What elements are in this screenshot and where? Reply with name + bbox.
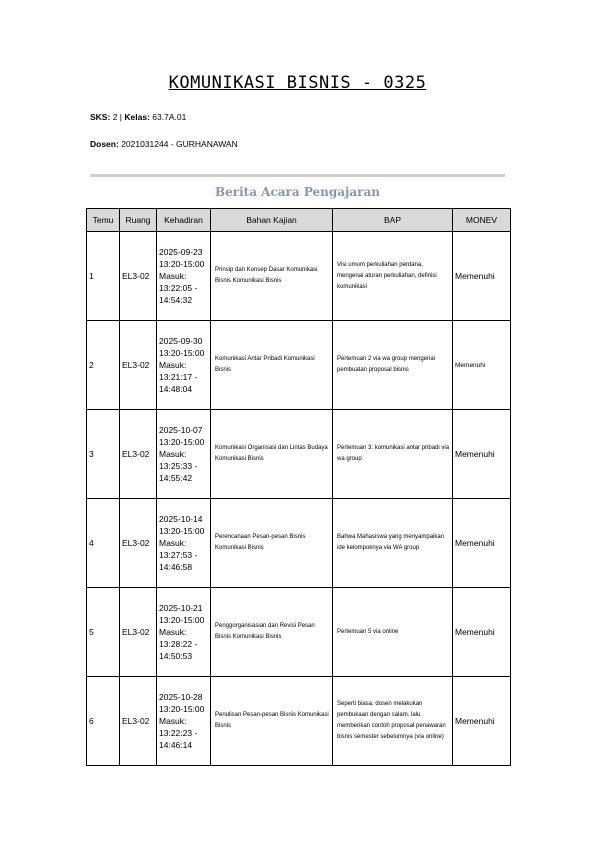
page-title: KOMUNIKASI BISNIS - 0325: [168, 73, 427, 93]
cell-ruang: EL3-02: [120, 232, 157, 321]
cell-ruang: EL3-02: [120, 321, 157, 410]
cell-monev: Memenuhi: [453, 499, 511, 588]
table-row: [87, 232, 511, 321]
header-bap: BAP: [333, 209, 453, 232]
kelas-label: Kelas:: [124, 112, 150, 122]
table-header-row: [87, 209, 511, 232]
cell-temu: 3: [87, 410, 120, 499]
cell-monev: Memenuhi: [453, 588, 511, 677]
sks-label: SKS:: [90, 112, 111, 122]
cell-kehadiran: 2025-09-30 13:20-15:00 Masuk: 13:21:17 - 14:48:04: [157, 321, 211, 410]
table-row: [87, 499, 511, 588]
section-title: Berita Acara Pengajaran: [215, 185, 380, 199]
sks-value: 2: [112, 112, 118, 122]
cell-bahan-kajian: Penggorganisasian dan Revisi Pesan Bisnis Komunikasi Bisnis: [211, 588, 333, 677]
header-kehadiran: Kehadiran: [157, 209, 211, 232]
header-temu: Temu: [87, 209, 120, 232]
cell-temu: 4: [87, 499, 120, 588]
dosen-label: Dosen:: [90, 139, 119, 149]
cell-kehadiran: 2025-10-07 13:20-15:00 Masuk: 13:25:33 - 14:55:42: [157, 410, 211, 499]
dosen-value: 2021031244 - GURHANAWAN: [121, 139, 238, 149]
cell-bahan-kajian: Prinsip dan Konsep Dasar Komunikasi Bisnis Komunikasi Bisnis: [211, 232, 333, 321]
cell-monev: Memenuhi: [453, 677, 511, 766]
table-row: [87, 588, 511, 677]
separator: |: [119, 112, 123, 122]
cell-temu: 2: [87, 321, 120, 410]
cell-bahan-kajian: Perencanaan Pesan-pesan Bisnis Komunikasi Bisnis: [211, 499, 333, 588]
cell-bahan-kajian: Penulisan Pesan-pesan Bisnis Komunikasi Bisnis: [211, 677, 333, 766]
cell-bahan-kajian: Komunikasi Organisasi dan Lintas Budaya Komunikasi Bisnis: [211, 410, 333, 499]
cell-monev: Memenuhi: [453, 232, 511, 321]
kelas-value: 63.7A.01: [152, 112, 187, 122]
cell-temu: 6: [87, 677, 120, 766]
table-row: [87, 677, 511, 766]
cell-ruang: EL3-02: [120, 499, 157, 588]
cell-bap: Seperti biasa, dosen melakukan pembukaan dengan salam. lalu memberikan contoh proposal penawaran bisnis semester sebelumnya (via online): [333, 677, 453, 766]
cell-kehadiran: 2025-10-28 13:20-15:00 Masuk: 13:22:23 - 14:46:14: [157, 677, 211, 766]
cell-monev: Memenuhi: [453, 321, 511, 410]
table-row: [87, 410, 511, 499]
divider: [90, 174, 505, 177]
cell-kehadiran: 2025-10-14 13:20-15:00 Masuk: 13:27:53 - 14:46:58: [157, 499, 211, 588]
cell-kehadiran: 2025-10-21 13:20-15:00 Masuk: 13:28:22 - 14:50:53: [157, 588, 211, 677]
cell-bap: Pertemuan 2 via wa group mengenai pembuatan proposal bisnis: [333, 321, 453, 410]
cell-ruang: EL3-02: [120, 677, 157, 766]
cell-bap: Pertemuan 3: komunikasi antar pribadi via wa group: [333, 410, 453, 499]
cell-ruang: EL3-02: [120, 588, 157, 677]
cell-bap: Bahwa Mahasiswa yang menyampaikan ide kelompoknya via WA group: [333, 499, 453, 588]
cell-bap: Pertemuan 5 via online: [333, 588, 453, 677]
course-info: [90, 112, 186, 122]
cell-ruang: EL3-02: [120, 410, 157, 499]
header-ruang: Ruang: [120, 209, 157, 232]
cell-temu: 5: [87, 588, 120, 677]
header-monev: MONEV: [453, 209, 511, 232]
cell-monev: Memenuhi: [453, 410, 511, 499]
cell-bap: Visi umum perkuliahan perdana, mengenai aturan perkuliahan, definisi komunikasi: [333, 232, 453, 321]
lecturer-info: [90, 139, 238, 149]
table-row: [87, 321, 511, 410]
cell-bahan-kajian: Komunikasi Antar Pribadi Komunikasi Bisnis: [211, 321, 333, 410]
cell-kehadiran: 2025-09-23 13:20-15:00 Masuk: 13:22:05 - 14:54:32: [157, 232, 211, 321]
header-bahan-kajian: Bahan Kajian: [211, 209, 333, 232]
teaching-report-table: [86, 208, 511, 766]
cell-temu: 1: [87, 232, 120, 321]
